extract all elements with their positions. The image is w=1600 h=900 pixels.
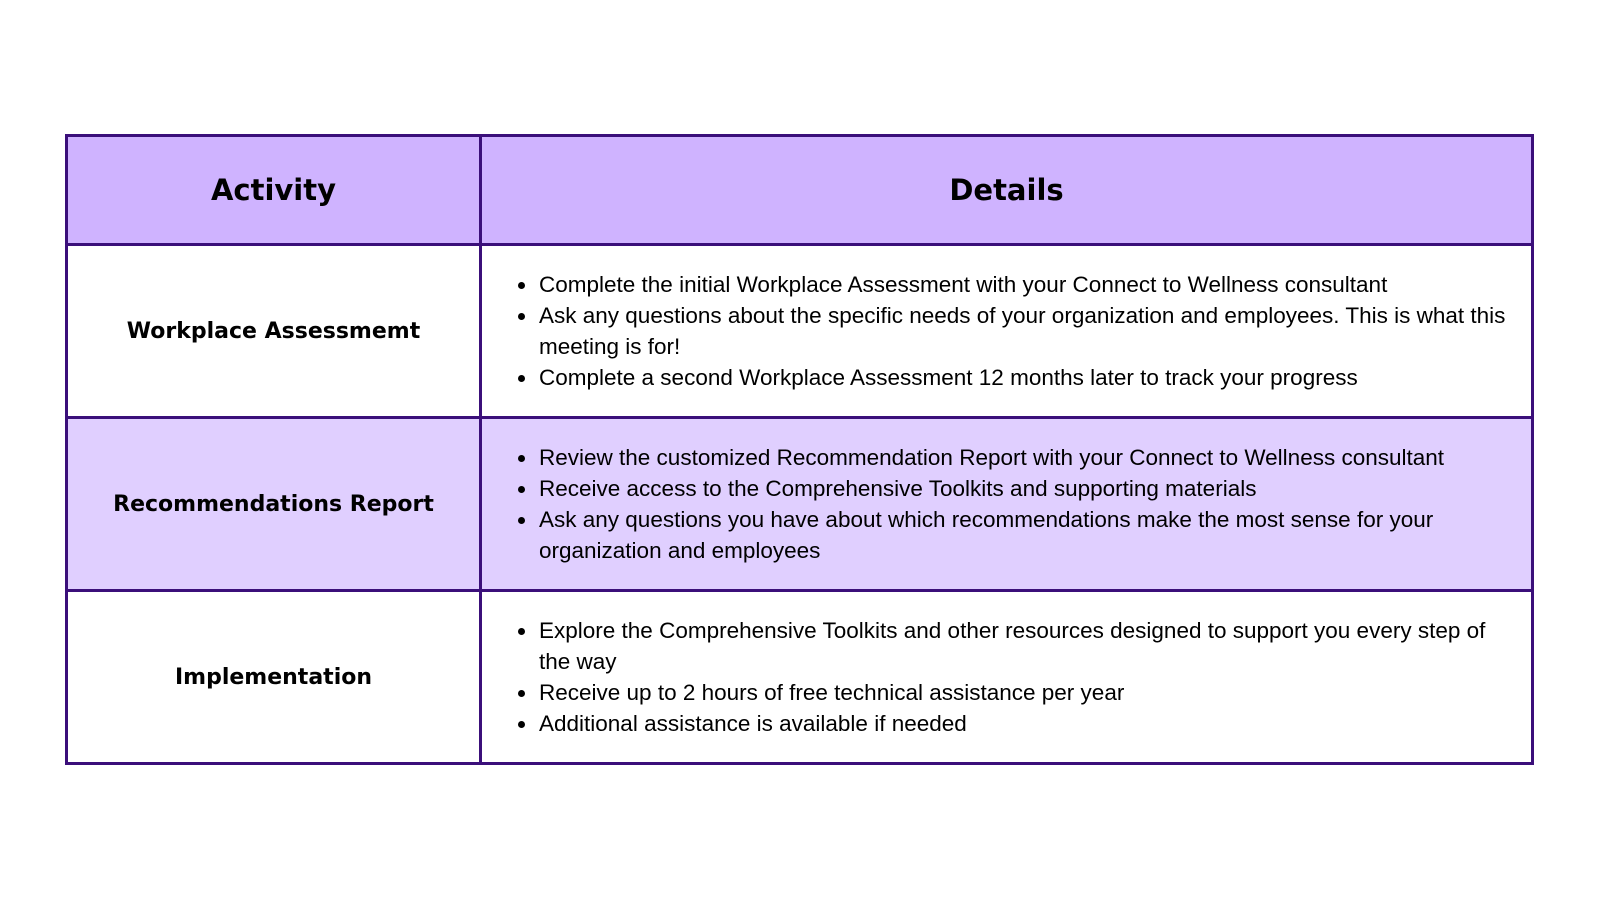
details-list-item: Receive access to the Comprehensive Toolkits and supporting materials [539, 473, 1507, 504]
details-list-item: Receive up to 2 hours of free technical assistance per year [539, 677, 1507, 708]
details-list [512, 269, 1507, 393]
details-list-item: Review the customized Recommendation Report with your Connect to Wellness consultant [539, 442, 1507, 473]
details-list-item: Ask any questions about the specific needs of your organization and employees. This is what this meeting is for! [539, 300, 1507, 362]
table-row [67, 245, 1533, 418]
details-list-item: Complete a second Workplace Assessment 12 months later to track your progress [539, 362, 1507, 393]
details-cell [481, 245, 1533, 418]
column-header-activity: Activity [67, 136, 481, 245]
table-row [67, 418, 1533, 591]
activity-table-container [65, 134, 1534, 765]
details-list-item: Explore the Comprehensive Toolkits and other resources designed to support you every step of the way [539, 615, 1507, 677]
activity-cell: Workplace Assessmemt [67, 245, 481, 418]
table-header-row [67, 136, 1533, 245]
details-list-item: Additional assistance is available if needed [539, 708, 1507, 739]
column-header-details: Details [481, 136, 1533, 245]
activity-cell: Implementation [67, 591, 481, 764]
activity-cell: Recommendations Report [67, 418, 481, 591]
details-list [512, 442, 1507, 566]
table-row [67, 591, 1533, 764]
activity-table [65, 134, 1534, 765]
details-cell [481, 591, 1533, 764]
details-list-item: Ask any questions you have about which recommendations make the most sense for your organization and employees [539, 504, 1507, 566]
details-list-item: Complete the initial Workplace Assessment with your Connect to Wellness consultant [539, 269, 1507, 300]
details-list [512, 615, 1507, 739]
details-cell [481, 418, 1533, 591]
